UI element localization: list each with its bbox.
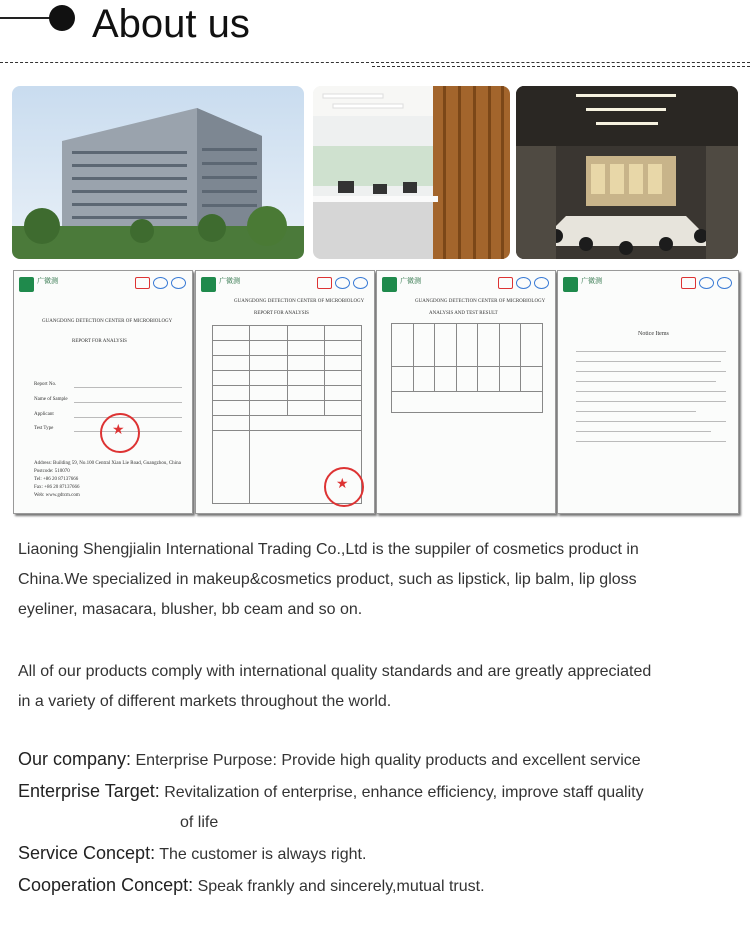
lab-logo-text: 广微测 [581, 278, 602, 285]
enterprise-target-continuation: of life [180, 814, 219, 831]
test-result-table [391, 323, 543, 413]
lab-logo-text: 广微测 [37, 278, 58, 285]
accreditation-marks [135, 277, 186, 289]
conference-room-photo [516, 86, 738, 259]
intro-paragraph [18, 535, 639, 625]
header-bullet-icon [49, 5, 75, 31]
cert-heading: GUANGDONG DETECTION CENTER OF MICROBIOLOGY [42, 319, 173, 324]
cert-fax: Fax: +86 20 87137666 [34, 485, 80, 490]
header-rule [0, 17, 55, 19]
intro-line: China.We specialized in makeup&cosmetics product, such as lipstick, lip balm, lip gloss [18, 571, 637, 588]
lab-logo-text: 广微测 [400, 278, 421, 285]
cert-heading: GUANGDONG DETECTION CENTER OF MICROBIOLOGY [234, 299, 365, 304]
cert-postcode: Postcode: 510070 [34, 469, 70, 474]
cert-field: Applicant [34, 412, 54, 417]
our-company-text: Enterprise Purpose: Provide high quality products and excellent service [131, 752, 641, 769]
certificate-report-cover [13, 270, 193, 514]
cert-tel: Tel: +86 20 87137666 [34, 477, 79, 482]
open-office-photo [313, 86, 510, 259]
intro-line: Liaoning Shengjialin International Trading Co.,Ltd is the suppiler of cosmetics product in [18, 541, 639, 558]
cert-field: Report No. [34, 382, 57, 387]
service-concept-row [18, 838, 644, 870]
quality-line: in a variety of different markets throughout the world. [18, 693, 392, 710]
accreditation-marks [317, 277, 368, 289]
enterprise-target-row [18, 776, 644, 808]
lab-logo-icon [19, 277, 34, 292]
cooperation-concept-label: Cooperation Concept: [18, 875, 194, 895]
cert-heading: Notice Items [638, 331, 669, 337]
header-divider [0, 62, 750, 63]
our-company-label: Our company: [18, 749, 132, 769]
our-company-row [18, 744, 644, 776]
service-concept-text: The customer is always right. [155, 846, 367, 863]
accreditation-marks [681, 277, 732, 289]
intro-line: eyeliner, masacara, blusher, bb ceam and so on. [18, 601, 363, 618]
cert-web: Web: www.gdtcm.com [34, 493, 80, 498]
quality-line: All of our products comply with international quality standards and are greatly appreciated [18, 663, 652, 680]
certificate-analysis-report [195, 270, 375, 514]
cooperation-concept-row [18, 870, 644, 902]
page-title: About us [92, 2, 250, 46]
enterprise-target-text: Revitalization of enterprise, enhance efficiency, improve staff quality [159, 784, 644, 801]
red-seal-stamp [100, 413, 140, 453]
accreditation-marks [498, 277, 549, 289]
lab-logo-icon [201, 277, 216, 292]
certificate-notice-items [557, 270, 739, 514]
cert-heading: GUANGDONG DETECTION CENTER OF MICROBIOLOGY [415, 299, 546, 304]
certificate-test-result [376, 270, 556, 514]
cert-address: Address: Building 59, No.100 Central Xian Lie Road, Guangzhou, China [34, 461, 181, 466]
lab-logo-icon [382, 277, 397, 292]
cert-subheading: REPORT FOR ANALYSIS [254, 311, 309, 316]
lab-logo-text: 广微测 [219, 278, 240, 285]
company-concepts [18, 744, 644, 902]
enterprise-target-label: Enterprise Target: [18, 781, 160, 801]
cooperation-concept-text: Speak frankly and sincerely,mutual trust. [193, 878, 485, 895]
cert-field: Name of Sample [34, 397, 68, 402]
service-concept-label: Service Concept: [18, 843, 156, 863]
quality-paragraph [18, 657, 651, 717]
office-building-photo [12, 86, 304, 259]
cert-subheading: REPORT FOR ANALYSIS [72, 339, 127, 344]
red-seal-stamp [324, 467, 364, 507]
lab-logo-icon [563, 277, 578, 292]
header-divider-accent [372, 66, 750, 67]
cert-subheading: ANALYSIS AND TEST RESULT [429, 311, 498, 316]
cert-field: Test Type [34, 426, 54, 431]
